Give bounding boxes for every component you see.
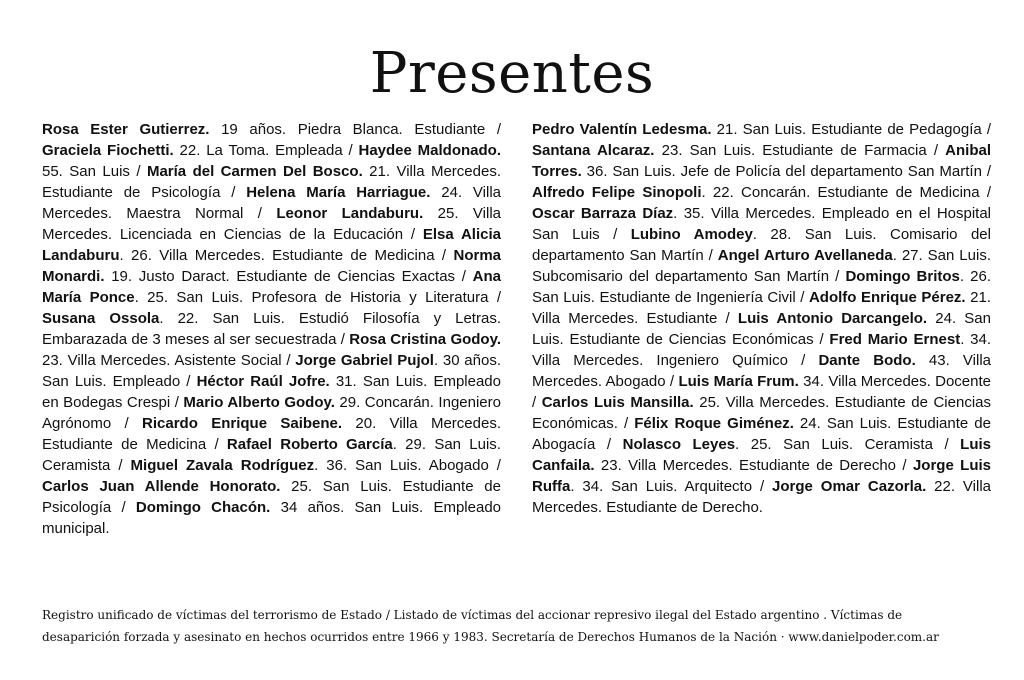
victim-name: Oscar Barraza Díaz	[532, 205, 674, 222]
victim-name: Susana Ossola	[42, 310, 160, 327]
victim-details: 24. San Luis. Estudiante de Ciencias Económicas /	[532, 310, 991, 348]
victim-details: . 35. Villa Mercedes. Empleado en el Hospital San Luis /	[532, 205, 992, 243]
victim-details: . 22. Concarán. Estudiante de Medicina /	[701, 184, 992, 201]
victim-name: Rosa Cristina Godoy.	[349, 331, 501, 348]
victim-details: . 26. Villa Mercedes. Estudiante de Medicina /	[119, 247, 454, 264]
victim-name: Héctor Raúl Jofre.	[196, 373, 330, 390]
victim-details: . 25. San Luis. Ceramista /	[735, 436, 961, 453]
victim-details: 34 años. San Luis. Empleado municipal.	[42, 499, 502, 537]
victim-name: Carlos Juan Allende Honorato.	[42, 478, 281, 495]
victim-details: . 28. San Luis. Comisario del departamento San Martín /	[532, 226, 991, 264]
victim-details: 19. Justo Daract. Estudiante de Ciencias Exactas /	[104, 268, 473, 285]
victim-details: 31. San Luis. Empleado en Bodegas Crespi /	[42, 373, 501, 411]
victim-details: 24. San Luis. Estudiante de Abogacía /	[532, 415, 991, 453]
victim-name: Dante Bodo.	[818, 352, 916, 369]
victim-name: Félix Roque Giménez.	[634, 415, 794, 432]
victim-details: 25. San Luis. Estudiante de Psicología /	[42, 478, 501, 516]
victim-name: Nolasco Leyes	[622, 436, 736, 453]
victim-entry	[42, 142, 358, 159]
victim-entry	[532, 184, 991, 201]
victim-entry	[532, 142, 945, 159]
victim-name: Leonor Landaburu.	[276, 205, 424, 222]
victim-details: 43. Villa Mercedes. Abogado /	[532, 352, 991, 390]
victim-name: Elsa Alicia Landaburu	[42, 226, 501, 264]
victim-name: Helena María Harriague.	[246, 184, 431, 201]
victim-name: Anibal Torres.	[532, 142, 991, 180]
victim-name: Graciela Fiochetti.	[42, 142, 174, 159]
victim-name: Haydee Maldonado.	[358, 142, 501, 159]
victim-name: Luis Antonio Darcangelo.	[737, 310, 928, 327]
victim-details: 21. Villa Mercedes. Estudiante de Psicología /	[42, 163, 501, 201]
victim-name: Jorge Luis Ruffa	[532, 457, 991, 495]
victim-details: 23. San Luis. Estudiante de Farmacia /	[654, 142, 946, 159]
victim-name: Lubino Amodey	[630, 226, 753, 243]
victim-name: Miguel Zavala Rodríguez	[130, 457, 315, 474]
victim-name: Luis Canfaila.	[532, 436, 991, 474]
victim-name: Norma Monardi.	[42, 247, 501, 285]
victim-details: 29. Concarán. Ingeniero Agrónomo /	[42, 394, 501, 432]
victim-details: . 34. San Luis. Arquitecto /	[570, 478, 773, 495]
victim-details: 24. Villa Mercedes. Maestra Normal /	[42, 184, 501, 222]
victim-details: 22. Villa Mercedes. Estudiante de Derecho.	[532, 478, 991, 516]
victim-name: Angel Arturo Avellaneda	[717, 247, 893, 264]
victim-name: Carlos Luis Mansilla.	[541, 394, 694, 411]
victims-list-right	[532, 119, 991, 518]
victim-name: Domingo Chacón.	[135, 499, 271, 516]
victim-details: 23. Villa Mercedes. Estudiante de Derecho /	[594, 457, 913, 474]
victim-details: 21. Villa Mercedes. Estudiante /	[532, 289, 991, 327]
victim-name: Ricardo Enrique Saibene.	[142, 415, 343, 432]
page-title: Presentes	[369, 41, 655, 106]
victim-details: 36. San Luis. Jefe de Policía del departamento San Martín /	[581, 163, 991, 180]
victim-name: Rosa Ester Gutierrez.	[42, 121, 210, 138]
victim-entry	[623, 436, 961, 453]
victim-name: Domingo Britos	[845, 268, 960, 285]
victim-details: . 34. Villa Mercedes. Ingeniero Químico /	[532, 331, 991, 369]
victim-details: 25. Villa Mercedes. Estudiante de Ciencias Económicas. /	[532, 394, 991, 432]
victim-name: Mario Alberto Godoy.	[183, 394, 335, 411]
victim-details: 25. Villa Mercedes. Licenciada en Ciencias de la Educación /	[42, 205, 502, 243]
victim-entry	[42, 121, 501, 138]
victim-name: Adolfo Enrique Pérez.	[808, 289, 966, 306]
victim-entry	[131, 457, 501, 474]
victim-details: . 36. San Luis. Abogado /	[314, 457, 501, 474]
victim-details: 34. Villa Mercedes. Docente /	[532, 373, 992, 411]
victim-details: . 26. San Luis. Estudiante de Ingeniería Civil /	[532, 268, 991, 306]
victim-details: 19 años. Piedra Blanca. Estudiante /	[209, 121, 502, 138]
victim-name: Jorge Gabriel Pujol	[295, 352, 434, 369]
victims-list-left	[42, 119, 501, 539]
victim-details: 55. San Luis /	[42, 163, 147, 180]
victim-details: 22. La Toma. Empleada /	[173, 142, 359, 159]
victim-name: María del Carmen Del Bosco.	[146, 163, 363, 180]
victim-name: Rafael Roberto García	[226, 436, 393, 453]
source-note: Registro unificado de víctimas del terrorismo de Estado / Listado de víctimas del accionar represivo ilegal del Estado argentino . Víctimas de desaparición forzada y asesinato en hechos ocurridos entre 1966 y 1983. Secretaría de Derechos Humanos de la Nación · www.danielpoder.com.ar	[42, 608, 939, 644]
victim-name: Santana Alcaraz.	[532, 142, 655, 159]
victim-details: . 27. San Luis. Subcomisario del departamento San Martín /	[532, 247, 991, 285]
victim-name: Luis María Frum.	[678, 373, 799, 390]
victim-details: . 30 años. San Luis. Empleado /	[42, 352, 501, 390]
victim-details: . 25. San Luis. Profesora de Historia y Literatura /	[134, 289, 502, 306]
victim-details: 21. San Luis. Estudiante de Pedagogía /	[711, 121, 992, 138]
victim-name: Ana María Ponce	[42, 268, 501, 306]
victim-details: 23. Villa Mercedes. Asistente Social /	[42, 352, 296, 369]
victim-entry	[532, 121, 991, 138]
victim-name: Jorge Omar Cazorla.	[772, 478, 927, 495]
victim-name: Alfredo Felipe Sinopoli	[532, 184, 702, 201]
victim-name: Pedro Valentín Ledesma.	[532, 121, 712, 138]
victim-details: . 22. San Luis. Estudió Filosofía y Letras. Embarazada de 3 meses al ser secuestrada /	[42, 310, 501, 348]
victim-details: . 29. San Luis. Ceramista /	[42, 436, 501, 474]
victim-details: 20. Villa Mercedes. Estudiante de Medicina /	[42, 415, 501, 453]
victim-name: Fred Mario Ernest	[829, 331, 961, 348]
